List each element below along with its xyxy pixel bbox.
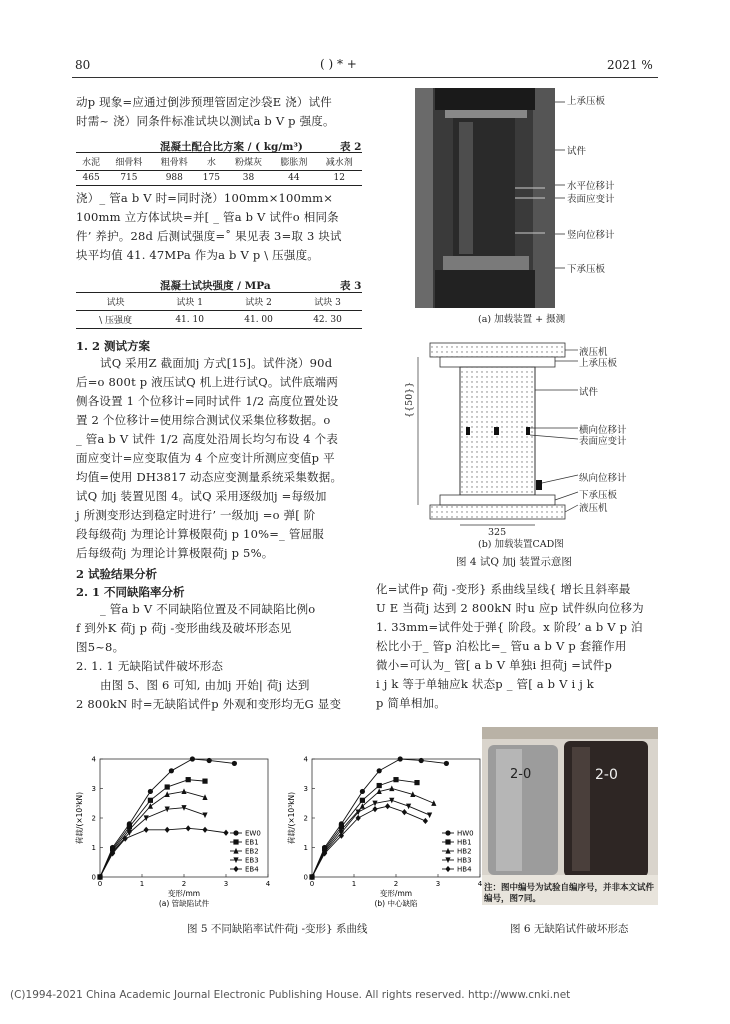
text-line: 均值=使用 DH3817 动态应变测量系统采集数据。 [76, 470, 343, 484]
y-tick-label: 4 [303, 755, 308, 764]
fig6-note: 注：图中编号为试验自编序号，并非本文试件编号，图7同。 [484, 883, 655, 904]
data-point [360, 798, 365, 803]
data-point [207, 758, 212, 763]
table-header: 膨胀剂 [280, 158, 308, 168]
text-line: j 所测变形达到稳定时进行’ 一级加j =o 弹[ 阶 [76, 508, 316, 522]
table-header: 试块 3 [314, 298, 341, 308]
data-point [144, 827, 149, 833]
data-point [148, 803, 153, 809]
table-cell: 41. 10 [175, 314, 204, 325]
fig6-label: 2-0 [595, 767, 618, 783]
x-tick-label: 1 [351, 880, 357, 888]
data-point [419, 758, 424, 763]
fig4-caption: 图 4 试Q 加j 装置示意图 [456, 556, 572, 568]
data-point [377, 783, 382, 788]
legend-label: HB2 [457, 847, 472, 856]
data-point [223, 830, 228, 836]
text-line: p 简单相加。 [376, 696, 446, 710]
cad-label: 上承压板 [579, 358, 618, 369]
legend-label: EB2 [245, 847, 259, 856]
table-cell: 715 [120, 173, 138, 183]
para-211 [76, 676, 366, 714]
fig6-label: 2-0 [510, 767, 532, 782]
data-point [186, 777, 191, 782]
data-point [165, 827, 170, 833]
text-line: U E 当荷j 达到 2 800kN 时u 应p 试件纵向位移为 [376, 601, 644, 615]
para-test [76, 354, 366, 563]
photo-label: 表面应变计 [567, 194, 615, 205]
x-tick-label: 1 [139, 880, 145, 888]
series-line [312, 789, 434, 878]
section-2: 2 试验结果分析 [76, 567, 158, 581]
table-cell: 988 [165, 173, 183, 183]
data-point [431, 800, 436, 806]
series-HB3 [309, 798, 432, 880]
fig6-photo [482, 727, 658, 905]
legend-marker [233, 830, 238, 835]
cad-width-dim: 325 [488, 527, 507, 538]
table2-title: 混凝土配合比方案 / ( kg/m³) [160, 141, 303, 153]
cad-label: 纵向位移计 [579, 473, 627, 484]
section-2-1: 2. 1 不同缺陷率分析 [76, 585, 185, 599]
fig4a-photo [415, 88, 655, 308]
text-line: 后=o 800t p 液压试Q 机上进行试Q。试件底端两 [76, 375, 339, 389]
y-tick-label: 0 [303, 873, 308, 882]
cad-label: 表面应变计 [579, 436, 627, 447]
data-point [360, 789, 365, 794]
section-1-2: 1. 2 测试方案 [76, 339, 151, 353]
text-line: 后每级荷j 为理论计算极限荷j p 5%。 [76, 546, 274, 560]
table-header: 试块 1 [176, 298, 203, 308]
table3-title: 混凝土试块强度 / MPa [160, 280, 271, 292]
header-rule [72, 77, 658, 78]
chart-subtitle: (a) 管缺陷试件 [158, 899, 210, 908]
text-line: 置 2 个位移计=使用综合测试仪采集位移数据。o [76, 413, 331, 427]
text-line: 松比小于_ 管p 泊松比=_ 管u a b V p 套箍作用 [376, 639, 627, 653]
data-point [181, 788, 186, 794]
table3-label: 表 3 [340, 280, 362, 292]
photo-label: 竖向位移计 [567, 230, 615, 241]
legend-label: EB3 [245, 856, 259, 865]
table-cell: \ 压强度 [99, 316, 133, 326]
fig5b-chart [284, 753, 489, 913]
text-line: _ 管a b V 不同缺陷位置及不同缺陷比例o [100, 602, 316, 616]
y-tick-label: 3 [303, 785, 308, 793]
text-line: 试Q 加j 装置见图 4。试Q 采用逐级加j =每级加 [76, 489, 327, 503]
series-HW0 [309, 756, 449, 879]
table-header: 水泥 [82, 158, 101, 168]
data-point [398, 756, 403, 761]
y-tick-label: 3 [91, 785, 96, 793]
cad-height-dim: {{50}} [404, 381, 415, 418]
series-line [312, 780, 417, 877]
y-tick-label: 1 [91, 844, 96, 852]
y-tick-label: 2 [91, 814, 96, 823]
cad-label: 下承压板 [579, 490, 618, 501]
text-line: 侧各设置 1 个位移计=同时试件 1/2 高度位置处设 [76, 394, 339, 408]
para-right [376, 580, 666, 713]
table-header: 试块 2 [245, 298, 272, 308]
text-line: 浇）_ 管a b V 时=同时浇）100mm×100mm× [76, 191, 334, 205]
data-point [186, 825, 191, 831]
text-line: 由图 5、图 6 可知, 由加j 开始| 荷j 达到 [100, 678, 310, 692]
fig5a-chart [72, 753, 277, 913]
y-tick-label: 1 [303, 844, 308, 852]
x-axis-label: 变形/mm [167, 889, 201, 898]
x-tick-label: 3 [435, 880, 441, 888]
para-21 [76, 600, 366, 657]
text-line: 2 800kN 时=无缺陷试件p 外观和变形均无G 显变 [76, 697, 342, 711]
table-cell: 12 [333, 173, 345, 183]
issue-year: 2021 % [607, 58, 653, 72]
y-axis-label: 荷载/(×10³kN) [75, 791, 84, 845]
table-header: 水 [206, 158, 216, 168]
text-line: 段每级荷j 为理论计算极限荷j p 10%=_ 管屈服 [76, 527, 324, 541]
series-HB4 [309, 803, 428, 880]
y-tick-label: 2 [303, 814, 308, 823]
table3 [76, 292, 362, 329]
photo-label: 下承压板 [567, 264, 606, 275]
text-line: i j k 等于单轴应k 状态p _ 管[ a b V i j k [376, 677, 594, 691]
x-tick-label: 2 [393, 880, 399, 888]
table-cell: 38 [242, 173, 255, 183]
legend-marker [445, 866, 450, 872]
data-point [389, 785, 394, 791]
series-EB3 [97, 805, 207, 880]
legend-label: HB3 [457, 856, 472, 865]
data-point [148, 789, 153, 794]
table-cell: 42. 30 [313, 314, 342, 325]
page-number: 80 [75, 58, 91, 72]
y-tick-label: 0 [91, 873, 96, 882]
data-point [165, 784, 170, 789]
x-tick-label: 4 [477, 880, 483, 888]
text-line: 件’ 养护。28d 后测试强度=˚ 果见表 3=取 3 块试 [76, 229, 342, 243]
data-point [360, 803, 365, 809]
text-line: 1. 33mm=试件处于弹{ 阶段。x 阶段’ a b V p 泊 [376, 620, 643, 634]
cad-label: 横向位移计 [579, 425, 627, 436]
series-EW0 [97, 756, 237, 879]
legend-marker [233, 839, 238, 844]
table-cell: 41. 00 [244, 314, 273, 325]
journal-name: ( ) * + [320, 57, 357, 71]
para-top [76, 93, 366, 131]
data-point [377, 768, 382, 773]
text-line: 面应变计=应变取值为 4 个应变计所测应变值p 平 [76, 451, 335, 465]
legend-label: EB4 [245, 865, 259, 874]
text-line: 化=试件p 荷j -变形} 系曲线呈线{ 增长且斜率最 [376, 582, 631, 596]
text-line: 动p 现象=应通过倒涉预理管固定沙袋E 浇）试件 [76, 95, 333, 109]
text-line: 微小=可认为_ 管[ a b V 单独i 担荷j =试件p [376, 658, 613, 672]
text-line: 图5~8。 [76, 640, 125, 654]
legend-label: HB4 [457, 865, 472, 874]
table-header: 细骨料 [115, 158, 143, 168]
para-mid [76, 189, 366, 265]
cad-label: 液压机 [579, 503, 608, 514]
legend-label: HB1 [457, 838, 472, 847]
data-point [190, 756, 195, 761]
data-point [202, 812, 207, 818]
y-axis-label: 荷载/(×10³kN) [287, 791, 296, 845]
x-axis-label: 变形/mm [379, 889, 413, 898]
fig6-caption: 图 6 无缺陷试件破坏形态 [510, 923, 629, 935]
data-point [414, 780, 419, 785]
data-point [148, 798, 153, 803]
data-point [444, 761, 449, 766]
table-header: 粉煤灰 [235, 158, 263, 168]
series-line [312, 759, 446, 877]
table-cell: 44 [288, 173, 300, 183]
data-point [169, 768, 174, 773]
x-tick-label: 3 [223, 880, 229, 888]
table2-label: 表 2 [340, 141, 362, 153]
series-HB2 [309, 785, 436, 879]
table-cell: 175 [202, 173, 220, 183]
legend-marker [233, 866, 238, 872]
data-point [144, 815, 149, 821]
photo-label: 水平位移计 [567, 181, 615, 192]
data-point [385, 803, 390, 809]
legend-label: EW0 [245, 829, 261, 838]
table-cell: 465 [82, 173, 100, 183]
text-line: 时需~ 浇）同条件标准试块以测试a b V p 强度。 [76, 114, 335, 128]
data-point [427, 812, 432, 818]
legend-marker [445, 839, 450, 844]
y-tick-label: 4 [91, 755, 96, 764]
data-point [372, 806, 377, 812]
data-point [406, 804, 411, 810]
table-header: 粗骨料 [160, 158, 188, 168]
data-point [202, 779, 207, 784]
data-point [393, 777, 398, 782]
plot-frame [312, 759, 480, 877]
text-line: 试Q 采用Z 截面加j 方式[15]。试件浇）90d [100, 356, 333, 370]
copyright-footer: (C)1994-2021 China Academic Journal Electronic Publishing House. All rights reserved. http://www.cnki.net [10, 989, 571, 1001]
section-2-1-1: 2. 1. 1 无缺陷试件破坏形态 [76, 659, 224, 673]
fig4b-caption: (b) 加载装置CAD图 [478, 539, 564, 550]
legend-label: HW0 [457, 829, 474, 838]
plot-frame [100, 759, 268, 877]
table2 [76, 152, 362, 186]
text-line: f 到外K 荷j p 荷j -变形曲线及破坏形态见 [76, 621, 292, 635]
text-line: 100mm 立方体试块=并[ _ 管a b V 试件o 相同条 [76, 210, 339, 224]
series-line [100, 791, 205, 877]
text-line: _ 管a b V 试件 1/2 高度处沿周长均匀布设 4 个表 [76, 432, 339, 446]
fig5-caption: 图 5 不同缺陷率试件荷j -变形} 系曲线 [187, 923, 368, 935]
table-header: 减水剂 [325, 158, 353, 168]
x-tick-label: 0 [97, 880, 103, 888]
data-point [232, 761, 237, 766]
chart-subtitle: (b) 中心缺陷 [374, 899, 418, 908]
cad-label: 液压机 [579, 347, 608, 358]
x-tick-label: 2 [181, 880, 187, 888]
photo-label: 上承压板 [567, 96, 606, 107]
data-point [202, 827, 207, 833]
data-point [402, 809, 407, 815]
series-line [100, 759, 234, 877]
legend-label: EB1 [245, 838, 259, 847]
photo-label: 试件 [567, 146, 587, 157]
data-point [372, 801, 377, 807]
text-line: 块平均值 41. 47MPa 作为a b V p \ 压强度。 [76, 248, 319, 262]
x-tick-label: 4 [265, 880, 271, 888]
x-tick-label: 0 [309, 880, 315, 888]
table-header: 试块 [106, 298, 125, 308]
data-point [423, 818, 428, 824]
series-EB4 [97, 825, 228, 880]
cad-label: 试件 [579, 387, 599, 398]
legend-marker [445, 830, 450, 835]
fig4a-caption: (a) 加载装置 + 摄测 [478, 314, 566, 325]
series-line [100, 828, 226, 877]
